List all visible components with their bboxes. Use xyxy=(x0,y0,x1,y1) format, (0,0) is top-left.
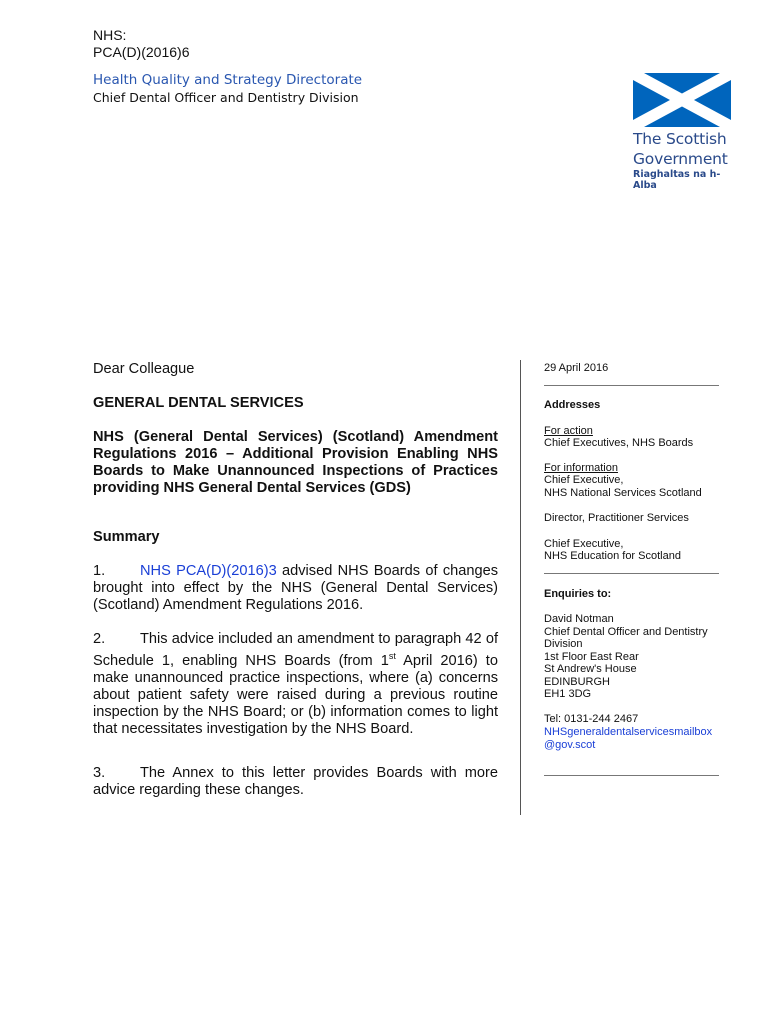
enquiries-heading: Enquiries to: xyxy=(544,588,612,600)
paragraph-3-number: 3. xyxy=(93,765,106,781)
recipient-1-title: Chief Executive, xyxy=(544,474,624,486)
sidebar-divider-1 xyxy=(544,385,719,386)
sidebar-divider-2 xyxy=(544,573,719,574)
contact-name: David Notman xyxy=(544,613,614,625)
address-line1: 1st Floor East Rear xyxy=(544,651,639,663)
for-action-value: Chief Executives, NHS Boards xyxy=(544,437,694,449)
logo-text-line1: The Scottish xyxy=(633,130,727,148)
recipient-3-title: Chief Executive, xyxy=(544,538,624,550)
saltire-flag-icon xyxy=(633,73,731,127)
scottish-government-logo xyxy=(633,73,733,191)
for-action-label: For action xyxy=(544,425,593,437)
letter-heading: GENERAL DENTAL SERVICES xyxy=(93,395,304,411)
recipient-3-org: NHS Education for Scotland xyxy=(544,550,681,562)
paragraph-2 xyxy=(93,631,498,738)
recipient-1-org: NHS National Services Scotland xyxy=(544,487,702,499)
for-information-label: For information xyxy=(544,462,618,474)
letter-subject: NHS (General Dental Services) (Scotland) Amendment Regulations 2016 – Additional Provision Enabling NHS Boards to Make Unannounced Inspections of Practices providing NHS General Dental Services (GDS) xyxy=(93,429,498,496)
paragraph-1-number: 1. xyxy=(93,563,106,579)
circular-link[interactable]: NHS PCA(D)(2016)3 xyxy=(140,563,277,579)
paragraph-2-superscript: st xyxy=(388,651,396,661)
summary-heading: Summary xyxy=(93,529,160,545)
salutation: Dear Colleague xyxy=(93,361,195,377)
ref-line-code: PCA(D)(2016)6 xyxy=(93,44,190,60)
division-name: Chief Dental Officer and Dentistry Division xyxy=(93,90,359,105)
letter-date: 29 April 2016 xyxy=(544,362,609,374)
address-line2: St Andrew's House xyxy=(544,663,637,675)
directorate-name: Health Quality and Strategy Directorate xyxy=(93,72,363,88)
column-divider xyxy=(520,360,521,815)
sidebar-divider-3 xyxy=(544,775,719,776)
ref-line-nhs: NHS: xyxy=(93,27,127,43)
contact-title-line1: Chief Dental Officer and Dentistry xyxy=(544,626,708,638)
paragraph-2-text-b: April 2016) to make unannounced practice inspections, where (a) concerns about patient safety were raised during a previous routine inspection by the NHS Board; or (b) information comes to light that necessitates investigation by the NHS Board. xyxy=(93,652,498,737)
paragraph-3 xyxy=(93,765,498,799)
paragraph-1-text: advised NHS Boards of changes brought into effect by the NHS (General Dental Services) (Scotland) Amendment Regulations 2016. xyxy=(93,563,498,613)
address-line3: EDINBURGH xyxy=(544,676,611,688)
logo-text-gaelic: Riaghaltas na h-Alba xyxy=(633,169,721,191)
contact-email-line1[interactable]: NHSgeneraldentalservicesmailbox xyxy=(544,726,713,738)
contact-title-line2: Division xyxy=(544,638,583,650)
logo-text-line2: Government xyxy=(633,150,728,168)
paragraph-2-text-a: This advice included an amendment to paragraph 42 of Schedule 1, enabling NHS Boards (from 1 xyxy=(93,631,498,669)
paragraph-3-text: The Annex to this letter provides Boards with more advice regarding these changes. xyxy=(93,765,498,798)
contact-email-line2[interactable]: @gov.scot xyxy=(544,739,596,751)
recipient-2: Director, Practitioner Services xyxy=(544,512,689,524)
address-line4: EH1 3DG xyxy=(544,688,592,700)
paragraph-2-number: 2. xyxy=(93,631,106,647)
contact-telephone: Tel: 0131-244 2467 xyxy=(544,713,639,725)
paragraph-1 xyxy=(93,563,498,614)
addresses-heading: Addresses xyxy=(544,399,601,411)
